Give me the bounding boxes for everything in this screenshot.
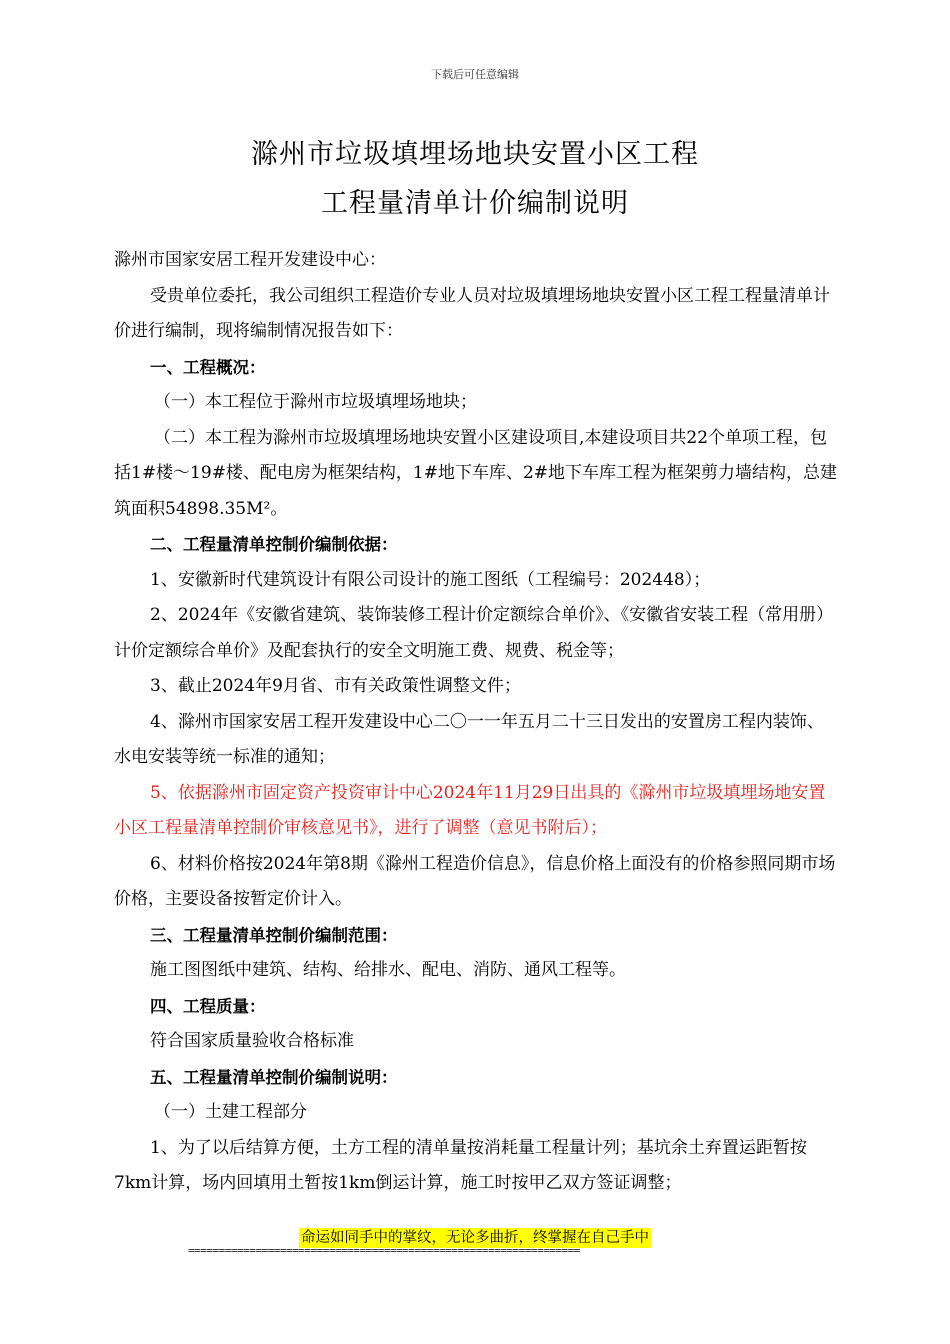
section-5-sub-1: （一）土建工程部分 bbox=[154, 1102, 307, 1122]
section-2-item-4: 4、滁州市国家安居工程开发建设中心二〇一一年五月二十三日发出的安置房工程内装饰、水电安装等统一标准的通知； bbox=[114, 711, 824, 767]
addressee: 滁州市国家安居工程开发建设中心： bbox=[114, 250, 386, 270]
document-subtitle: 工程量清单计价编制说明 bbox=[321, 188, 629, 219]
section-4-text: 符合国家质量验收合格标准 bbox=[150, 1031, 354, 1051]
section-2-item-2: 2、2024年《安徽省建筑、装饰装修工程计价定额综合单价》、《安徽省安装工程（常用册）计价定额综合单价》及配套执行的安全文明施工费、规费、税金等； bbox=[114, 605, 834, 661]
intro-paragraph: 受贵单位委托，我公司组织工程造价专业人员对垃圾填埋场地块安置小区工程工程量清单计价进行编制，现将编制情况报告如下： bbox=[114, 285, 830, 341]
section-4-heading: 四、工程质量： bbox=[150, 996, 266, 1016]
footer-rule: ================================================================ bbox=[188, 1244, 580, 1257]
section-5-item-1: 1、为了以后结算方便，土方工程的清单量按消耗量工程量计列；基坑余土弃置运距暂按7km计算，场内回填用土暂按1km倒运计算，施工时按甲乙双方签证调整； bbox=[114, 1137, 807, 1193]
section-5-heading: 五、工程量清单控制价编制说明： bbox=[150, 1067, 398, 1087]
section-1-item-1: （一）本工程位于滁州市垃圾填埋场地块； bbox=[154, 392, 477, 412]
section-2-item-5-highlighted: 5、依据滁州市固定资产投资审计中心2024年11月29日出具的《滁州市垃圾填埋场地安置小区工程量清单控制价审核意见书》，进行了调整（意见书附后）； bbox=[114, 782, 826, 838]
section-2-item-6: 6、材料价格按2024年第8期《滁州工程造价信息》，信息价格上面没有的价格参照同期市场价格，主要设备按暂定价计入。 bbox=[114, 853, 836, 909]
section-2-item-1: 1、安徽新时代建筑设计有限公司设计的施工图纸（工程编号：202448）； bbox=[150, 569, 711, 590]
document-body bbox=[114, 243, 838, 1202]
header-note: 下载后可任意编辑 bbox=[431, 68, 519, 81]
section-3-text: 施工图图纸中建筑、结构、给排水、配电、消防、通风工程等。 bbox=[150, 960, 626, 980]
section-2-heading: 二、工程量清单控制价编制依据： bbox=[150, 535, 398, 554]
section-1-heading: 一、工程概况： bbox=[150, 357, 266, 377]
section-3-heading: 三、工程量清单控制价编制范围： bbox=[150, 925, 398, 945]
section-1-item-2: （二）本工程为滁州市垃圾填埋场地块安置小区建设项目,本建设项目共22个单项工程，包括1#楼～19#楼、配电房为框架结构，1#地下车库、2#地下车库工程为框架剪力墙结构，总建筑面积54898.35M²。 bbox=[114, 427, 838, 519]
section-2-item-3: 3、截止2024年9月省、市有关政策性调整文件； bbox=[150, 676, 521, 696]
document-title: 滁州市垃圾填埋场地块安置小区工程 bbox=[251, 139, 699, 170]
footer-motto: 命运如同手中的掌纹，无论多曲折，终掌握在自己手中 bbox=[301, 1230, 649, 1246]
